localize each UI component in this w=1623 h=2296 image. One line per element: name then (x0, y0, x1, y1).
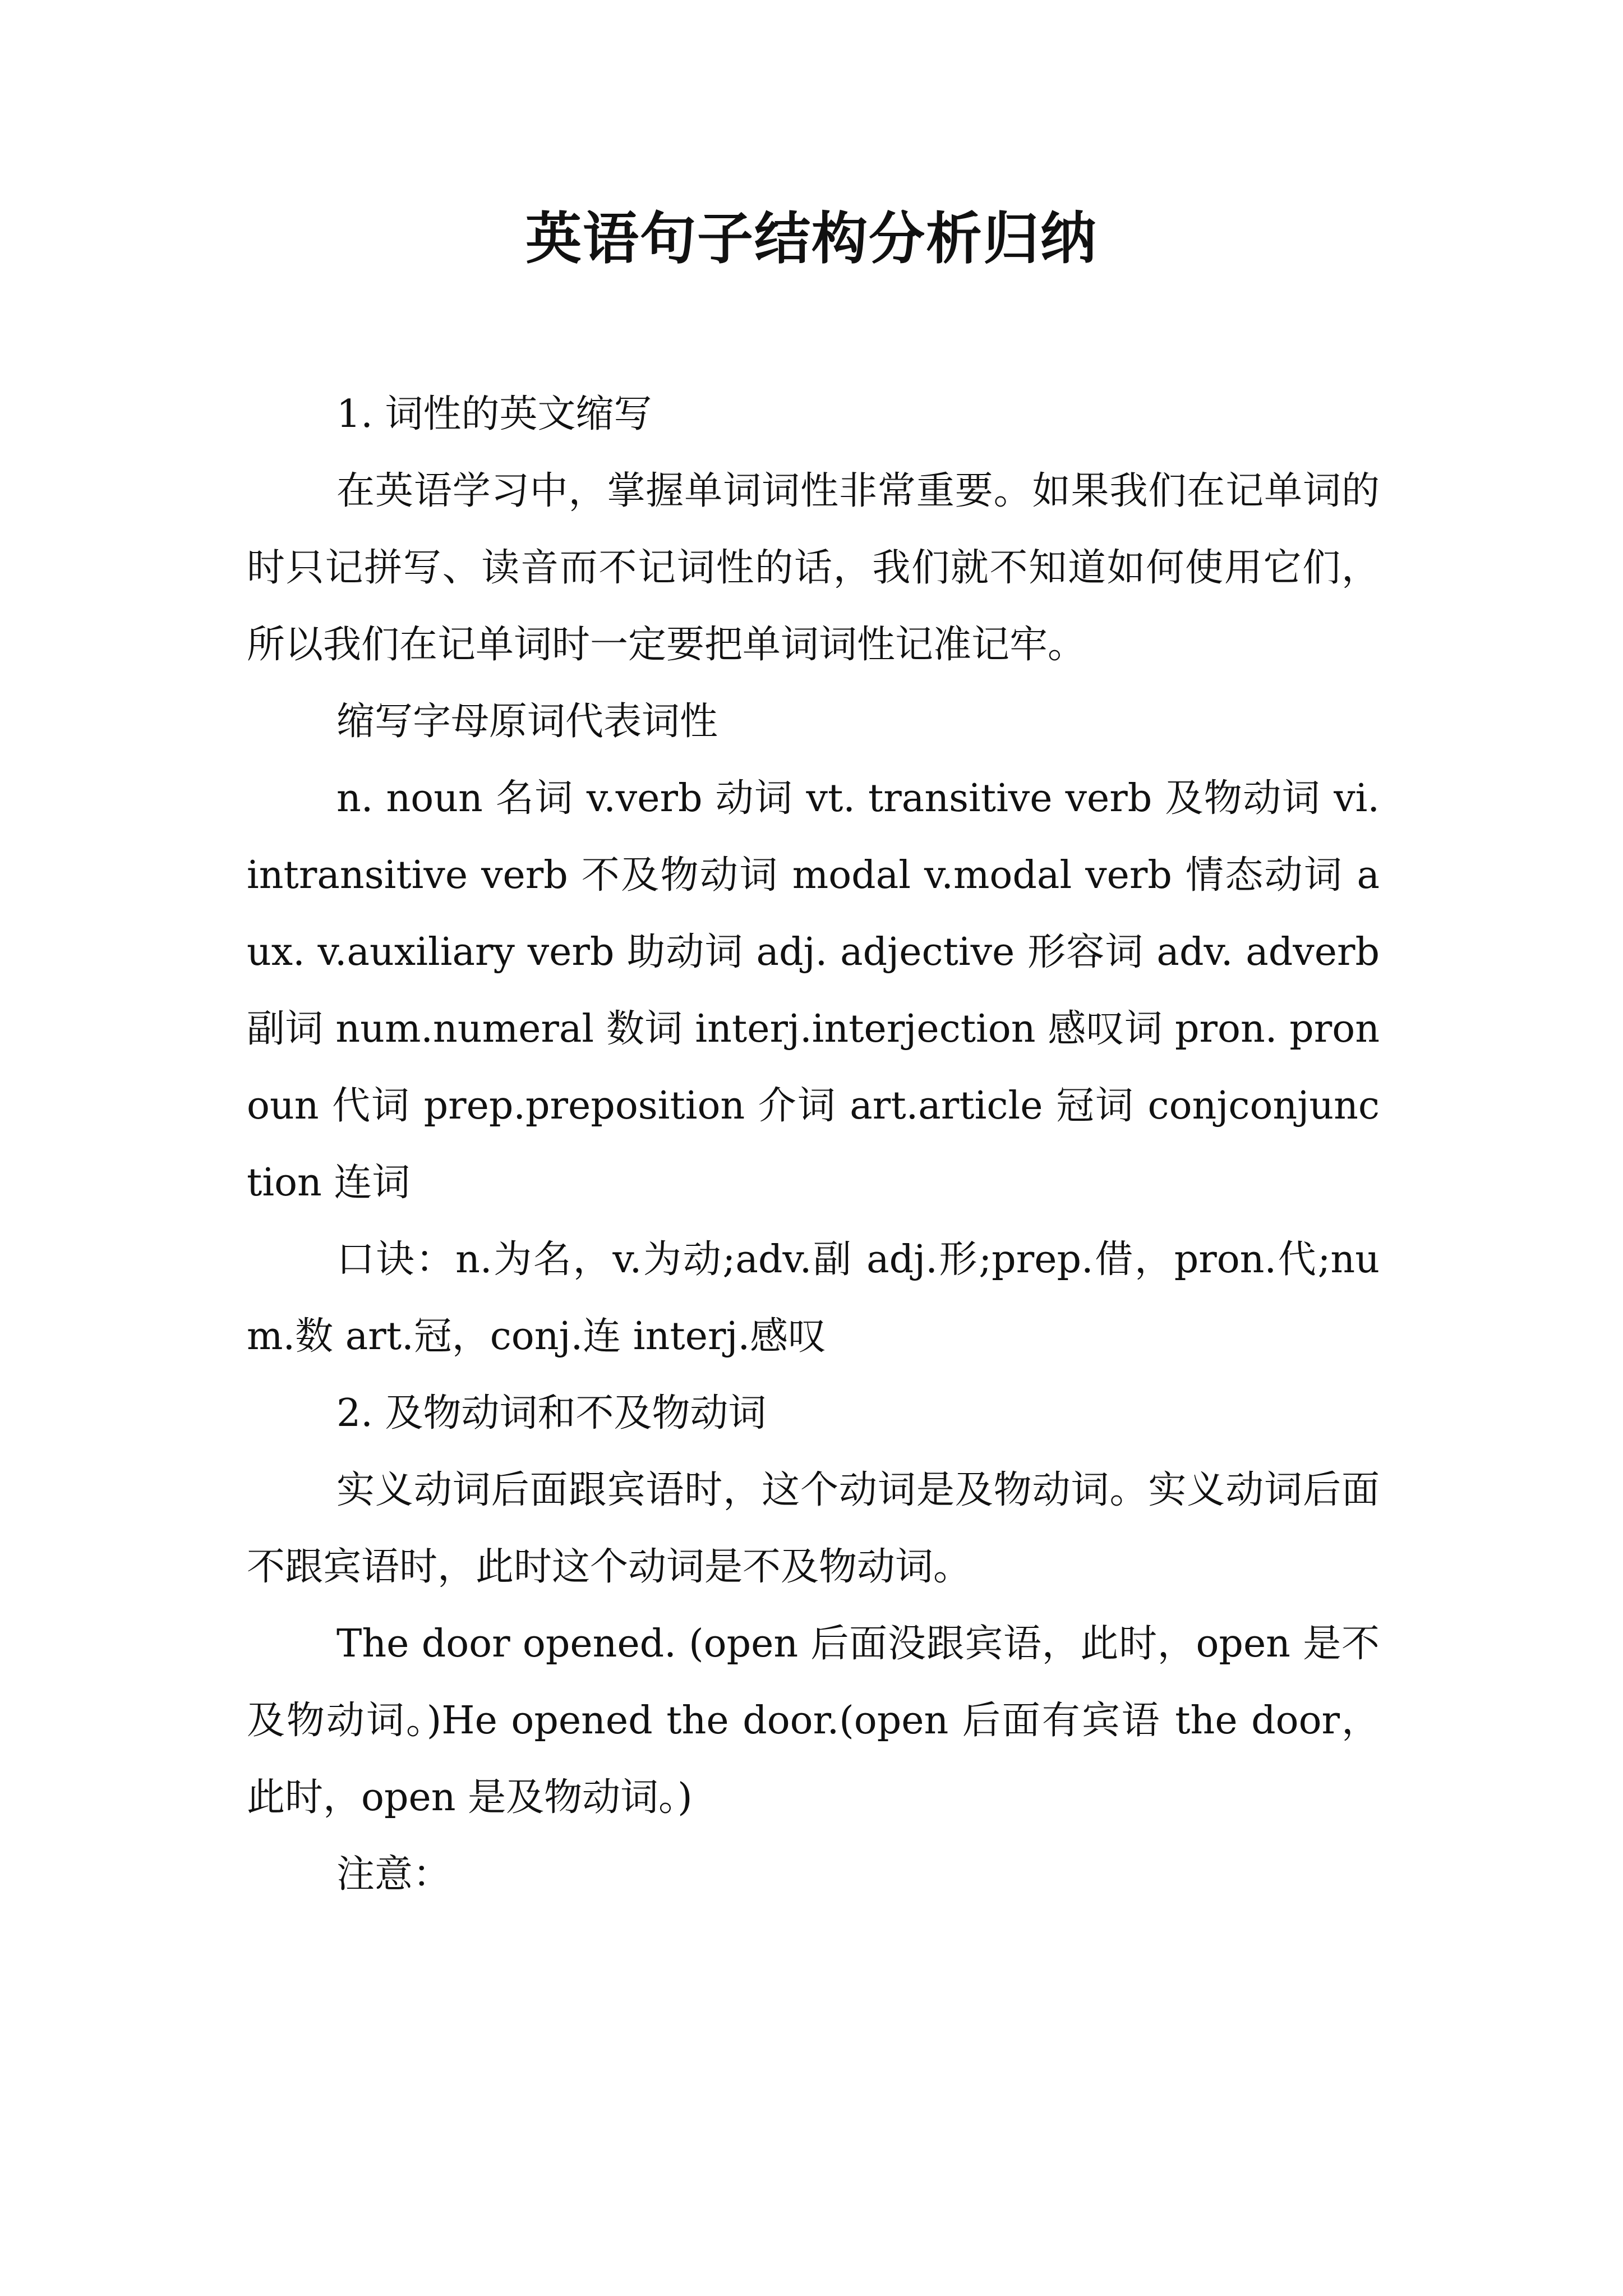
paragraph-abbrev-header: 缩写字母原词代表词性 (336, 700, 718, 744)
document-body (247, 376, 1380, 1913)
section-heading-2: 2. 及物动词和不及物动词 (336, 1391, 767, 1435)
document-title: 英语句子结构分析归纳 (525, 205, 1098, 272)
section-heading-1: 1. 词性的英文缩写 (336, 392, 652, 436)
paragraph-abbrev-list: n. noun 名词 v.verb 动词 vt. transitive verb 及物动词 vi. intransitive verb 不及物动词 modal v.modal verb 情态动词 aux. v.auxiliary verb 助动词 adj. adjective 形容词 adv. adverb 副词 num.numeral 数词 interj.interjection 感叹词 pron. pronoun 代词 prep.preposition 介词 art.article 冠词 conjconjunction 连词 (247, 776, 1380, 1205)
paragraph-note: 注意： (336, 1852, 451, 1897)
paragraph-intro: 在英语学习中，掌握单词词性非常重要。如果我们在记单词的时只记拼写、读音而不记词性的话，我们就不知道如何使用它们，所以我们在记单词时一定要把单词词性记准记牢。 (247, 469, 1380, 667)
paragraph-transitive-definition: 实义动词后面跟宾语时，这个动词是及物动词。实义动词后面不跟宾语时，此时这个动词是不及物动词。 (247, 1468, 1380, 1589)
paragraph-example: The door opened. (open 后面没跟宾语，此时，open 是不及物动词。)He opened the door.(open 后面有宾语 the door，此时，open 是及物动词。) (247, 1622, 1380, 1820)
paragraph-mnemonic: 口诀：n.为名，v.为动;adv.副 adj.形;prep.借，pron.代;num.数 art.冠，conj.连 interj.感叹 (247, 1237, 1380, 1359)
